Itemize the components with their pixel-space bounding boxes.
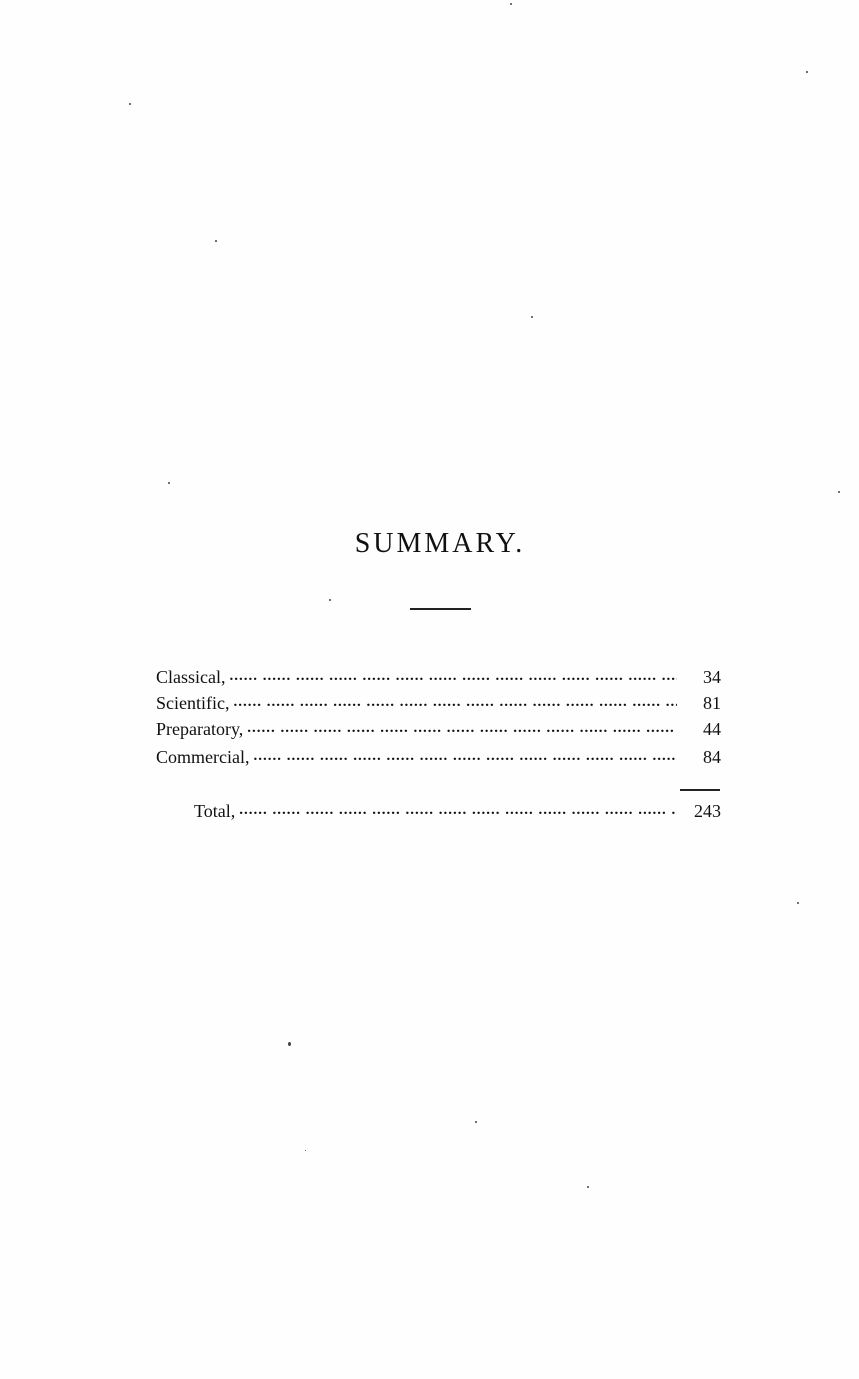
print-speck bbox=[129, 103, 131, 105]
print-speck bbox=[806, 71, 808, 73]
print-speck bbox=[838, 491, 840, 493]
dot-leader bbox=[239, 798, 677, 822]
row-label: Scientific, bbox=[156, 693, 230, 713]
print-speck bbox=[305, 1150, 306, 1151]
sum-rule bbox=[680, 789, 720, 791]
print-speck bbox=[475, 1121, 477, 1123]
row-value: 44 bbox=[703, 719, 721, 739]
dot-leader bbox=[233, 690, 677, 714]
print-speck bbox=[288, 1042, 291, 1046]
print-speck bbox=[531, 316, 533, 318]
page-title: SUMMARY. bbox=[354, 528, 526, 559]
row-value: 34 bbox=[703, 667, 721, 687]
print-speck bbox=[510, 3, 512, 5]
title-rule bbox=[410, 608, 471, 610]
total-value: 243 bbox=[694, 801, 721, 821]
summary-row-classical bbox=[156, 664, 721, 688]
row-label: Commercial, bbox=[156, 747, 250, 767]
row-value: 81 bbox=[703, 693, 721, 713]
print-speck bbox=[168, 482, 170, 484]
dot-leader bbox=[253, 744, 677, 768]
total-label: Total, bbox=[194, 801, 236, 821]
summary-row-scientific bbox=[156, 690, 721, 714]
summary-row-total bbox=[194, 798, 721, 822]
print-speck bbox=[797, 902, 799, 904]
row-label: Classical, bbox=[156, 667, 226, 687]
print-speck bbox=[587, 1186, 589, 1188]
summary-row-commercial bbox=[156, 744, 721, 768]
print-speck bbox=[329, 599, 331, 601]
summary-row-preparatory bbox=[156, 716, 721, 740]
row-value: 84 bbox=[703, 747, 721, 767]
row-label: Preparatory, bbox=[156, 719, 244, 739]
print-speck bbox=[215, 240, 217, 242]
dot-leader bbox=[230, 664, 678, 688]
dot-leader bbox=[247, 716, 677, 740]
